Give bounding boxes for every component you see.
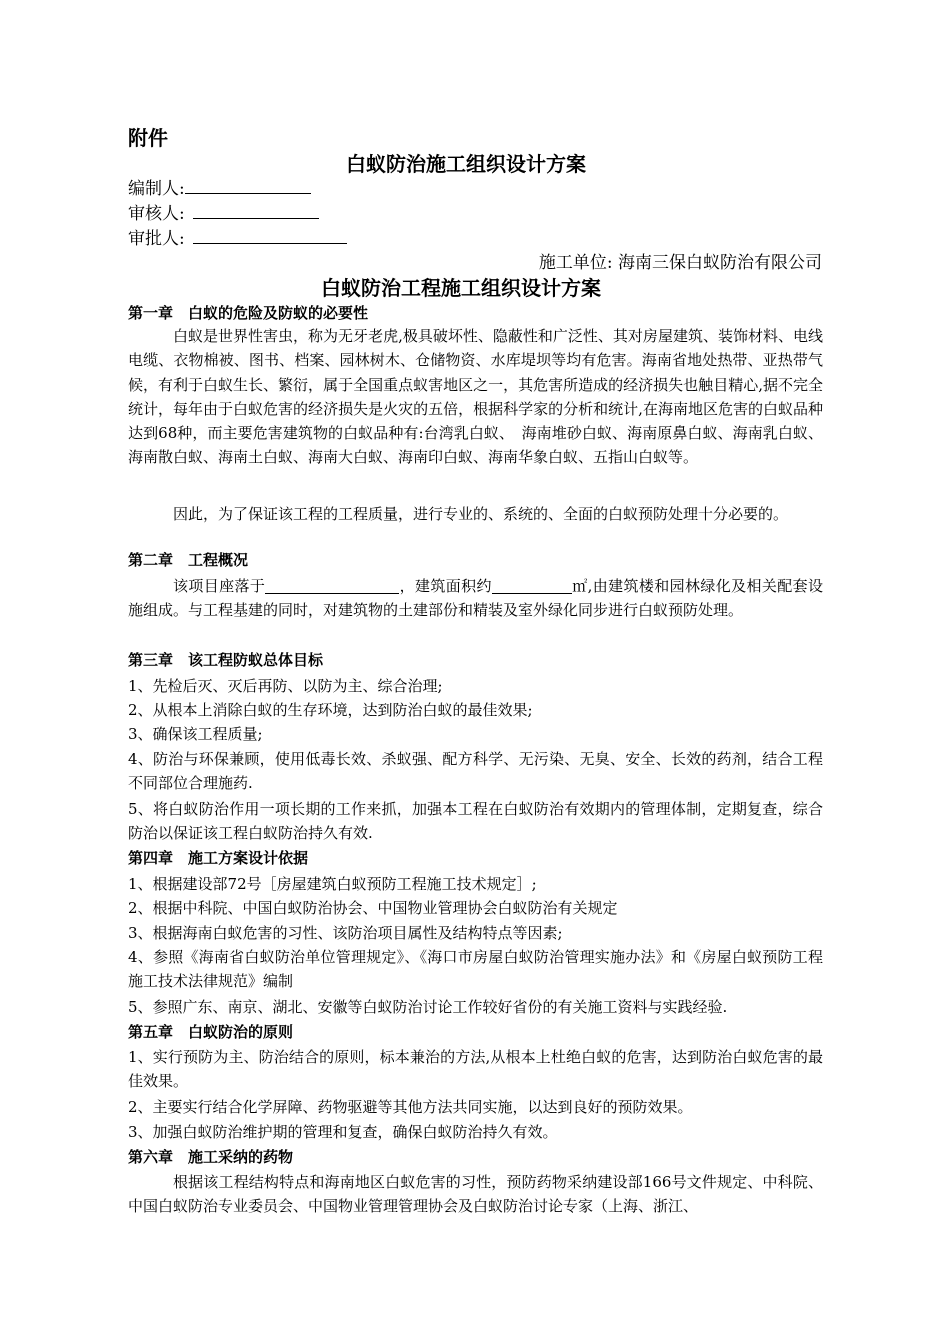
chapter-3-item-5: 5、将白蚁防治作用一项长期的工作来抓，加强本工程在白蚁防治有效期内的管理体制，定期复查，综合防治以保证该工程白蚁防治持久有效.: [128, 800, 823, 843]
construction-unit: 施工单位: 海南三保白蚁防治有限公司: [538, 253, 822, 273]
chapter-3-item-4: 4、防治与环保兼顾，使用低毒长效、杀蚁强、配方科学、无污染、无臭、安全、长效的药剂，结合工程不同部位合理施药.: [128, 750, 823, 793]
approver-line: [128, 226, 347, 251]
chapter-2-text-c: ㎡,由建筑楼和园林绿化及相关配套设施组成。与工程基建的同时，对建筑物的土建部份和精装及室外绿化同步进行白蚁预防处理。: [128, 577, 823, 620]
area-blank: [492, 577, 572, 594]
chapter-4-item-5: 5、参照广东、南京、湖北、安徽等白蚁防治讨论工作较好省份的有关施工资料与实践经验.: [128, 998, 728, 1016]
approver-label: 审批人:: [128, 229, 185, 249]
chapter-2-text-b: ，建筑面积约: [399, 577, 492, 595]
compiler-label: 编制人:: [128, 179, 185, 199]
chapter-5-item-1: 1、实行预防为主、防治结合的原则，标本兼治的方法,从根本上杜绝白蚁的危害，达到防治白蚁危害的最佳效果。: [128, 1048, 823, 1091]
chapter-1-heading: 第一章 白蚁的危险及防蚁的必要性: [128, 304, 369, 322]
chapter-1-paragraph-1: 白蚁是世界性害虫，称为无牙老虎,极具破坏性、隐蔽性和广泛性、其对房屋建筑、装饰材料、电线电缆、衣物棉被、图书、档案、园林树木、仓储物资、水库堤坝等均有危害。海南省地处热带、亚热带气候，有利于白蚁生长、繁衍，属于全国重点蚁害地区之一，其危害所造成的经济损失也触目精心,据不完全统计，每年由于白蚁危害的经济损失是火灾的五倍，根据科学家的分析和统计,在海南地区危害的白蚁品种达到68种，而主要危害建筑物的白蚁品种有:台湾乳白蚁、 海南堆砂白蚁、海南原鼻白蚁、海南乳白蚁、海南散白蚁、海南土白蚁、海南大白蚁、海南印白蚁、海南华象白蚁、五指山白蚁等。: [128, 327, 823, 467]
chapter-3-item-2: 2、从根本上消除白蚁的生存环境，达到防治白蚁的最佳效果;: [128, 701, 533, 719]
cover-title: 白蚁防治施工组织设计方案: [346, 152, 586, 176]
chapter-2-heading: 第二章 工程概况: [128, 551, 249, 569]
chapter-3-item-1: 1、先检后灭、灭后再防、以防为主、综合治理;: [128, 677, 443, 695]
compiler-line: [128, 176, 311, 201]
chapter-3-item-3: 3、确保该工程质量;: [128, 725, 263, 743]
location-blank: [265, 577, 399, 594]
chapter-2-paragraph: [128, 574, 823, 623]
main-title: 白蚁防治工程施工组织设计方案: [321, 276, 601, 300]
chapter-5-heading: 第五章 白蚁防治的原则: [128, 1023, 294, 1041]
chapter-4-item-4: 4、参照《海南省白蚁防治单位管理规定》、《海口市房屋白蚁防治管理实施办法》和《房屋白蚁预防工程施工技术法律规范》编制: [128, 948, 823, 991]
compiler-blank: [185, 176, 311, 194]
chapter-4-heading: 第四章 施工方案设计依据: [128, 849, 309, 867]
chapter-2-text-a: 该项目座落于: [173, 577, 266, 595]
chapter-4-item-3: 3、根据海南白蚁危害的习性、该防治项目属性及结构特点等因素;: [128, 924, 563, 942]
chapter-6-heading: 第六章 施工采纳的药物: [128, 1148, 294, 1166]
chapter-5-item-2: 2、主要实行结合化学屏障、药物驱避等其他方法共同实施，以达到良好的预防效果。: [128, 1098, 693, 1116]
attachment-label: 附件: [128, 126, 168, 150]
approver-blank: [193, 226, 347, 244]
chapter-5-item-3: 3、加强白蚁防治维护期的管理和复查，确保白蚁防治持久有效。: [128, 1123, 558, 1141]
chapter-4-item-1: 1、根据建设部72号［房屋建筑白蚁预防工程施工技术规定］;: [128, 875, 537, 893]
reviewer-line: [128, 201, 319, 226]
chapter-6-paragraph-1: 根据该工程结构特点和海南地区白蚁危害的习性，预防药物采纳建设部166号文件规定、中科院、中国白蚁防治专业委员会、中国物业管理管理协会及白蚁防治讨论专家（上海、浙江、: [128, 1173, 823, 1216]
chapter-1-paragraph-2: 因此，为了保证该工程的工程质量，进行专业的、系统的、全面的白蚁预防处理十分必要的。: [173, 505, 789, 523]
reviewer-blank: [193, 201, 319, 219]
chapter-4-item-2: 2、根据中科院、中国白蚁防治协会、中国物业管理协会白蚁防治有关规定: [128, 899, 618, 917]
chapter-3-heading: 第三章 该工程防蚁总体目标: [128, 651, 324, 669]
reviewer-label: 审核人:: [128, 204, 185, 224]
